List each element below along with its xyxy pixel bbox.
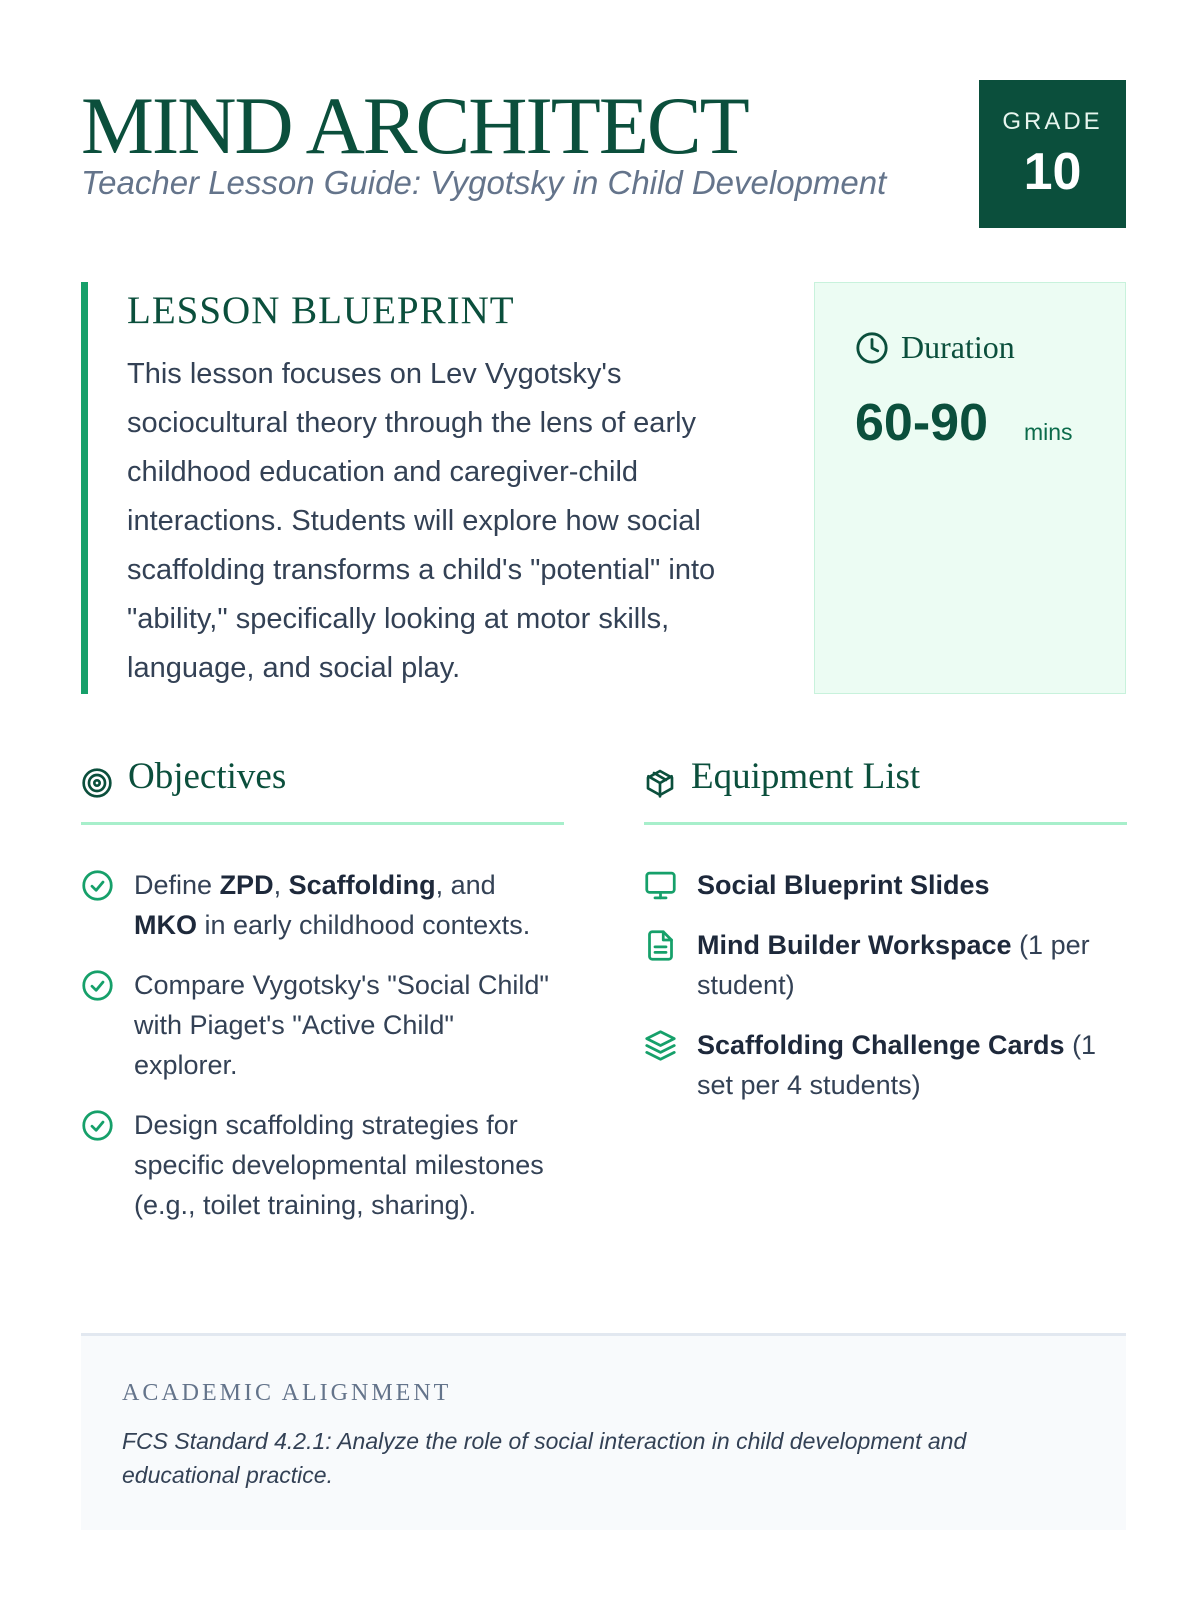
objective-text: Define [134,870,220,900]
objective-term: ZPD [219,870,274,900]
academic-alignment [81,1333,1126,1530]
page-subtitle: Teacher Lesson Guide: Vygotsky in Child Development [81,164,887,201]
equipment-heading: Equipment List [691,756,921,797]
objective-text: , [273,870,289,900]
layers-icon [644,1029,677,1062]
blueprint-heading: LESSON BLUEPRINT [127,289,515,332]
objectives-section [81,755,564,1220]
objective-text: Design scaffolding strategies for specific developmental milestones (e.g., toilet training, sharing). [134,1110,544,1220]
list-item [644,925,1127,1005]
objectives-list [81,865,564,1245]
grade-label: GRADE [1002,108,1103,135]
blueprint-text: This lesson focuses on Lev Vygotsky's sociocultural theory through the lens of early childhood education and caregiver-child interactions. Students will explore how social scaffolding transforms a child's "potential" into "ability," specifically looking at motor skills, language, and social play. [127,358,716,684]
alignment-text: FCS Standard 4.2.1: Analyze the role of social interaction in child development and educational practice. [122,1428,967,1488]
objective-text: Compare Vygotsky's "Social Child" with Piaget's "Active Child" explorer. [134,970,549,1080]
objective-text: in early childhood contexts. [197,910,531,940]
monitor-icon [644,869,677,902]
lesson-blueprint [81,282,781,694]
equipment-section [644,755,1127,1100]
equipment-name: Mind Builder Workspace [697,930,1012,960]
lesson-guide-page [81,0,1126,1600]
duration-value: 60-90 [855,394,988,452]
clock-icon [855,331,889,365]
equipment-header [644,755,1127,825]
target-icon [81,767,113,799]
list-item [644,865,1127,905]
equipment-detail: (1 per student) [697,930,1090,1000]
grade-badge [979,80,1126,228]
objectives-heading: Objectives [128,756,287,797]
check-circle-icon [81,869,114,902]
document-icon [644,929,677,962]
objective-term: MKO [134,910,197,940]
duration-unit: mins [1024,419,1073,445]
equipment-list [644,865,1127,1125]
list-item [81,1105,564,1225]
page-title: MIND ARCHITECT [81,80,748,171]
alignment-heading: ACADEMIC ALIGNMENT [122,1380,452,1406]
list-item [644,1025,1127,1105]
equipment-name: Scaffolding Challenge Cards [697,1030,1065,1060]
grade-value: 10 [1023,143,1082,201]
package-icon [644,767,676,799]
objective-term: Scaffolding [288,870,436,900]
equipment-name: Social Blueprint Slides [697,870,990,900]
duration-label: Duration [901,329,1015,365]
check-circle-icon [81,1109,114,1142]
list-item [81,865,564,945]
duration-card [814,282,1126,694]
equipment-detail: (1 set per 4 students) [697,1030,1097,1100]
list-item [81,965,564,1085]
check-circle-icon [81,969,114,1002]
objectives-header [81,755,564,825]
objective-text: , and [435,870,496,900]
header [81,80,1126,230]
